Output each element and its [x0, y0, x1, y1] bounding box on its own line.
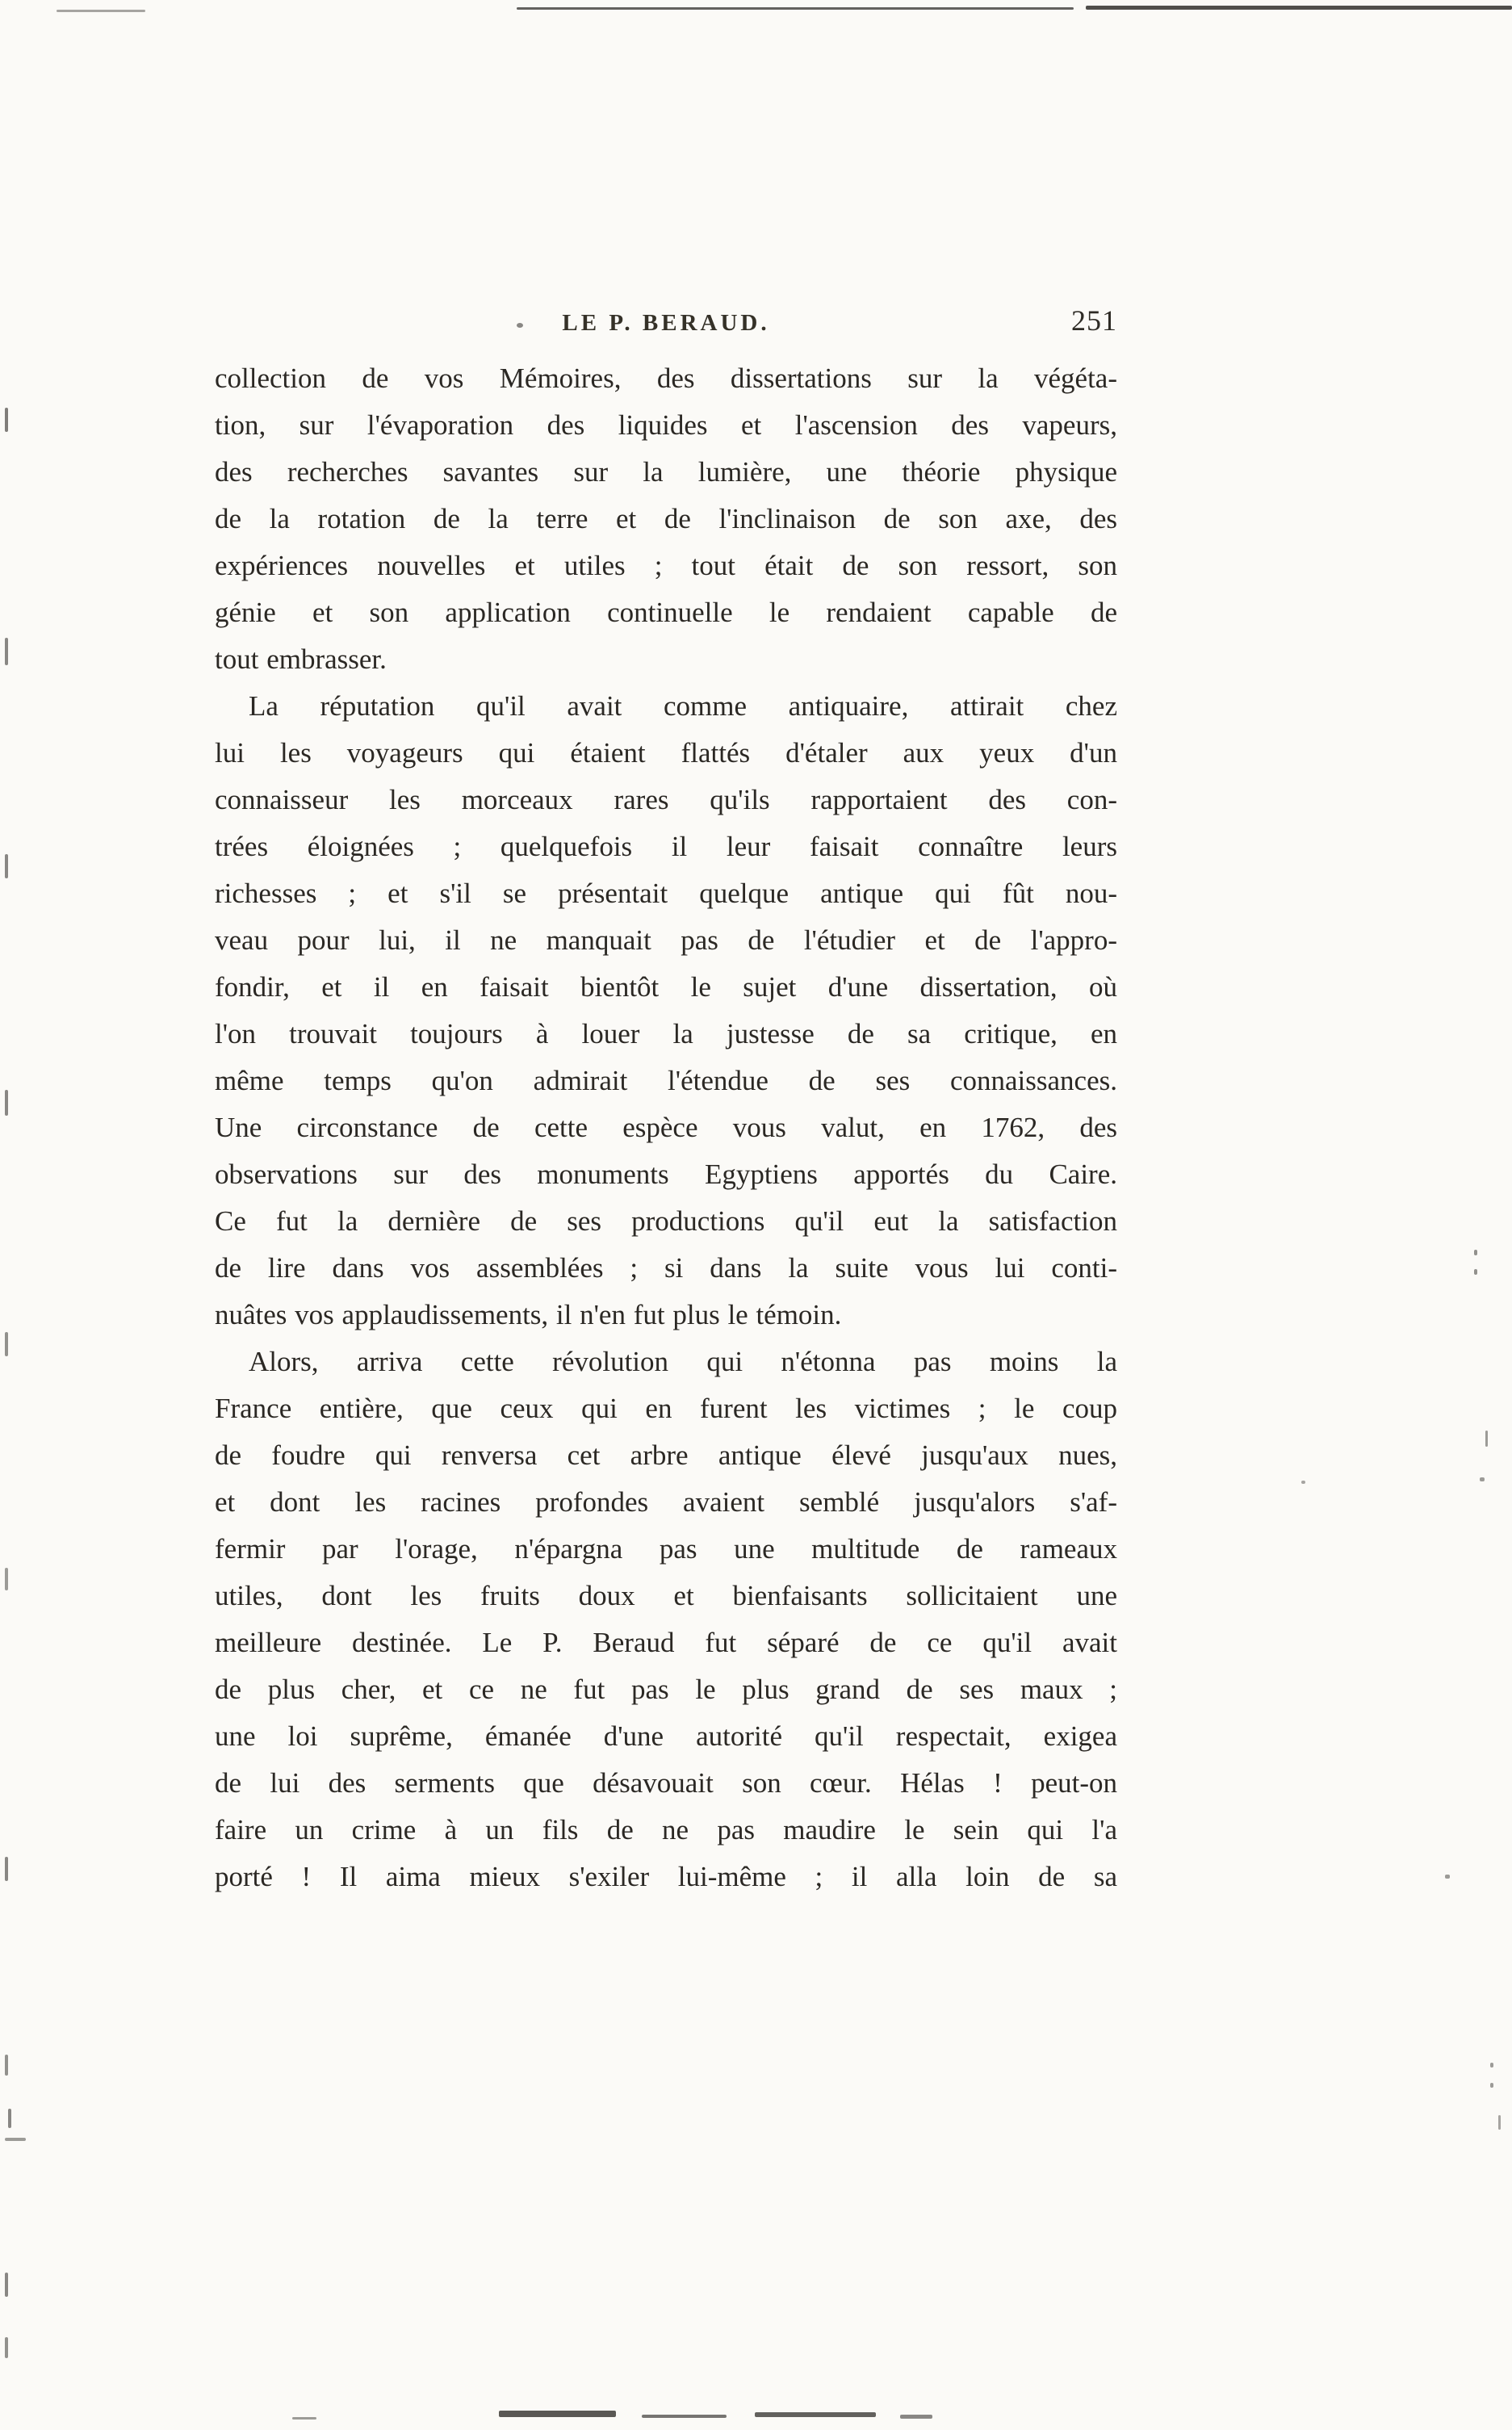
text-line: collection de vos Mémoires, des dissertations sur la végéta- — [215, 362, 1117, 394]
text-line: de foudre qui renversa cet arbre antique élevé jusqu'aux nues, — [215, 1439, 1117, 1471]
text-line: France entière, que ceux qui en furent les victimes ; le coup — [215, 1393, 1117, 1424]
text-line: de lui des serments que désavouait son cœur. Hélas ! peut-on — [215, 1767, 1117, 1799]
text-line: une loi suprême, émanée d'une autorité qu'il respectait, exigea — [215, 1720, 1117, 1752]
text-block — [215, 355, 1117, 1900]
scan-artifact-left-margin — [5, 2337, 8, 2358]
scan-artifact-left-margin — [5, 1857, 8, 1881]
text-line: Une circonstance de cette espèce vous valut, en 1762, des — [215, 1112, 1117, 1143]
text-line: veau pour lui, il ne manquait pas de l'étudier et de l'appro- — [215, 924, 1117, 956]
scan-artifact-speck — [517, 323, 523, 328]
text-line: tout embrasser. — [215, 643, 387, 675]
header-title: LE P. BERAUD. — [562, 310, 770, 336]
text-line: de la rotation de la terre et de l'inclinaison de son axe, des — [215, 503, 1117, 534]
scan-artifact-right-margin — [1490, 2063, 1493, 2068]
scan-artifact-left-margin — [5, 1090, 8, 1116]
text-line: nuâtes vos applaudissements, il n'en fut plus le témoin. — [215, 1299, 842, 1330]
running-header — [215, 304, 1117, 350]
text-line: lui les voyageurs qui étaient flattés d'étaler aux yeux d'un — [215, 737, 1117, 769]
scan-artifact-bottom-edge — [499, 2411, 616, 2417]
scan-artifact-left-margin — [5, 2273, 8, 2297]
scan-artifact-left-margin — [5, 408, 8, 432]
scan-artifact-left-margin — [5, 1332, 8, 1356]
page-number: 251 — [1071, 304, 1117, 337]
scan-artifact-right-margin — [1490, 2083, 1493, 2088]
scan-artifact-left-margin — [5, 638, 8, 665]
text-line: fermir par l'orage, n'épargna pas une multitude de rameaux — [215, 1533, 1117, 1565]
text-line: La réputation qu'il avait comme antiquaire, attirait chez — [249, 690, 1117, 722]
scan-artifact-right-margin — [1485, 1431, 1488, 1447]
text-line: de plus cher, et ce ne fut pas le plus grand de ses maux ; — [215, 1674, 1117, 1705]
scan-artifact-top-edge — [57, 10, 145, 12]
scan-artifact-left-margin — [5, 2055, 8, 2076]
scan-artifact-right-margin — [1474, 1250, 1477, 1255]
text-line: même temps qu'on admirait l'étendue de ses connaissances. — [215, 1065, 1117, 1096]
scan-artifact-speck — [1301, 1481, 1305, 1484]
text-line: connaisseur les morceaux rares qu'ils rapportaient des con- — [215, 784, 1117, 815]
scan-artifact-top-edge — [1086, 6, 1512, 10]
scan-artifact-left-margin — [5, 1568, 8, 1590]
scan-artifact-bottom-edge — [292, 2417, 316, 2420]
scan-artifact-right-margin — [1474, 1269, 1477, 1275]
scan-artifact-right-margin — [1445, 1875, 1450, 1879]
text-line: meilleure destinée. Le P. Beraud fut séparé de ce qu'il avait — [215, 1627, 1117, 1658]
text-line: expériences nouvelles et utiles ; tout était de son ressort, son — [215, 550, 1117, 581]
text-line: et dont les racines profondes avaient semblé jusqu'alors s'af- — [215, 1486, 1117, 1518]
scan-artifact-bottom-edge — [900, 2415, 932, 2419]
text-line: faire un crime à un fils de ne pas maudire le sein qui l'a — [215, 1814, 1117, 1846]
text-line: de lire dans vos assemblées ; si dans la suite vous lui conti- — [215, 1252, 1117, 1284]
text-line: fondir, et il en faisait bientôt le sujet d'une dissertation, où — [215, 971, 1117, 1003]
scan-artifact-top-edge — [517, 7, 1074, 10]
text-line: trées éloignées ; quelquefois il leur faisait connaître leurs — [215, 831, 1117, 862]
text-line: Ce fut la dernière de ses productions qu'il eut la satisfaction — [215, 1205, 1117, 1237]
text-line: l'on trouvait toujours à louer la justesse de sa critique, en — [215, 1018, 1117, 1050]
text-line: génie et son application continuelle le rendaient capable de — [215, 597, 1117, 628]
scan-artifact-left-margin — [5, 2138, 26, 2141]
text-line: observations sur des monuments Egyptiens apportés du Caire. — [215, 1158, 1117, 1190]
scan-artifact-left-margin — [8, 2109, 11, 2128]
scan-artifact-bottom-edge — [642, 2415, 727, 2418]
scan-artifact-right-margin — [1480, 1477, 1485, 1481]
text-line: richesses ; et s'il se présentait quelque antique qui fût nou- — [215, 878, 1117, 909]
text-line: utiles, dont les fruits doux et bienfaisants sollicitaient une — [215, 1580, 1117, 1611]
scan-artifact-left-margin — [5, 854, 8, 878]
scan-artifact-bottom-edge — [755, 2412, 876, 2417]
scan-artifact-right-margin — [1498, 2115, 1501, 2130]
text-line: porté ! Il aima mieux s'exiler lui-même ; il alla loin de sa — [215, 1861, 1117, 1892]
text-line: tion, sur l'évaporation des liquides et l'ascension des vapeurs, — [215, 409, 1117, 441]
text-line: Alors, arriva cette révolution qui n'étonna pas moins la — [249, 1346, 1117, 1377]
text-line: des recherches savantes sur la lumière, une théorie physique — [215, 456, 1117, 488]
